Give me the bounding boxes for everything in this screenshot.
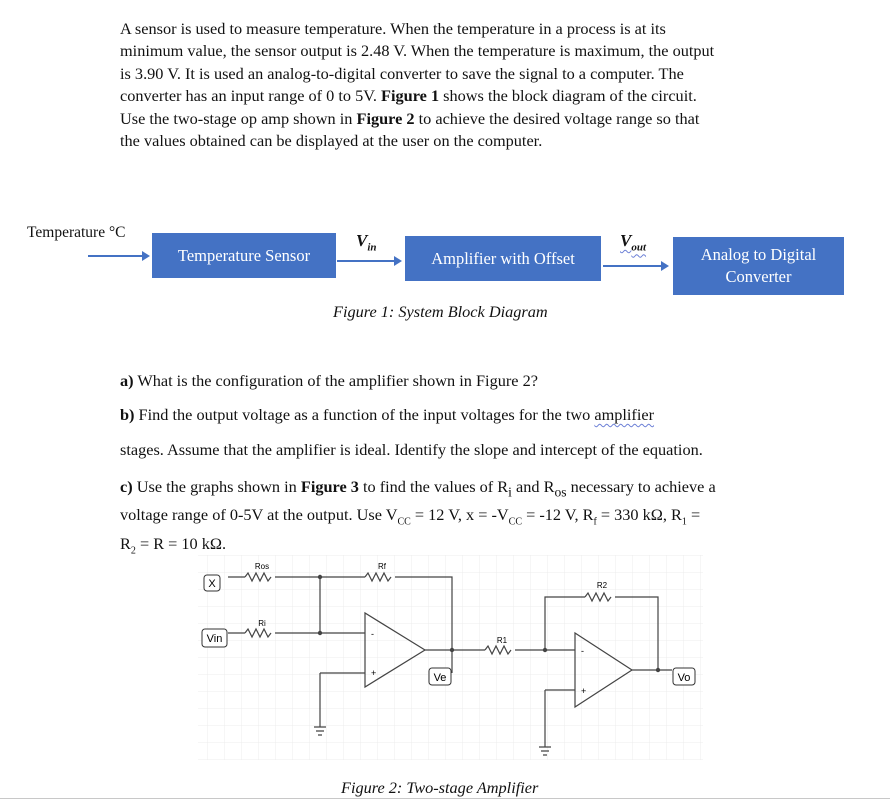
amplifier-offset-block: Amplifier with Offset (405, 236, 601, 281)
vin-label: $V_{in}$ (356, 231, 377, 254)
figure-3-ref: Figure 3 (300, 477, 359, 496)
amplifier-word: amplifier (594, 405, 655, 424)
label-r1: R1 (496, 636, 508, 645)
opamp-1-minus: - (371, 629, 374, 639)
label-rf: Rf (378, 562, 386, 571)
vout-label: $V_{out}$ (620, 231, 647, 254)
arrow-input (88, 255, 148, 257)
intro-line-4: converter has an input range of 0 to 5V. Figure 1 shows the block diagram of the circuit. (120, 86, 697, 106)
figure-1-caption: Figure 1: System Block Diagram (333, 302, 548, 321)
label-ros: Ros (254, 562, 270, 571)
question-c-line-2: voltage range of 0-5V at the output. Use $V_{CC} = 12$ V, $x = -V_{CC} = -12$ V, $R_f = 330$ kΩ, $R_1$ = (120, 504, 701, 527)
question-c-line-3: $R_2 = R = 10$ kΩ. (120, 534, 227, 557)
question-b-line-2: stages. Assume that the amplifier is ideal. Identify the slope and intercept of the equation. (120, 440, 703, 459)
question-c-line-1: c) Use the graphs shown in Figure 3 to find the values of $R_i$ and $R_{os}$ necessary to achieve a (120, 477, 716, 500)
opamp-2-minus: - (581, 646, 584, 656)
intro-line-2: minimum value, the sensor output is 2.48 V. When the temperature is maximum, the output (120, 41, 715, 61)
grid-background (198, 555, 703, 760)
arrow-vout (603, 265, 667, 267)
opamp-2-plus: + (581, 686, 587, 696)
intro-line-5: Use the two-stage op amp shown in Figure 2 to achieve the desired voltage range so that (120, 108, 700, 128)
temperature-sensor-block: Temperature Sensor (152, 233, 336, 278)
question-a: a) What is the configuration of the amplifier shown in Figure 2? (120, 371, 538, 390)
label-ri: Ri (258, 619, 266, 628)
page-bottom-divider (0, 798, 890, 799)
temperature-input-label: Temperature °C (27, 224, 126, 241)
adc-line-2: Converter (725, 267, 792, 286)
opamp-1-plus: + (371, 668, 377, 678)
node-ve-label: Ve (433, 672, 447, 684)
question-b-line-1: b) Find the output voltage as a function of the input voltages for the two amplifier (120, 405, 655, 424)
arrow-vin (337, 260, 400, 262)
question-c (120, 476, 800, 563)
node-vo-label: Vo (677, 672, 691, 684)
label-r2: R2 (596, 581, 608, 590)
adc-block (673, 237, 844, 295)
adc-line-1: Analog to Digital (700, 245, 817, 264)
node-x-label: X (208, 578, 216, 590)
figure-1-ref: Figure 1 (381, 86, 440, 106)
node-vin-label: Vin (206, 633, 223, 645)
figure-2-caption: Figure 2: Two-stage Amplifier (341, 778, 539, 797)
intro-line-3: is 3.90 V. It is used an analog-to-digital converter to save the signal to a computer. The (120, 63, 684, 83)
figure-2-ref: Figure 2 (356, 108, 415, 128)
intro-line-6: the values obtained can be displayed at the user on the computer. (120, 131, 543, 151)
two-stage-amplifier-circuit (190, 555, 710, 770)
intro-paragraph (120, 18, 810, 152)
intro-line-1: A sensor is used to measure temperature. When the temperature in a process is at its (120, 19, 666, 38)
